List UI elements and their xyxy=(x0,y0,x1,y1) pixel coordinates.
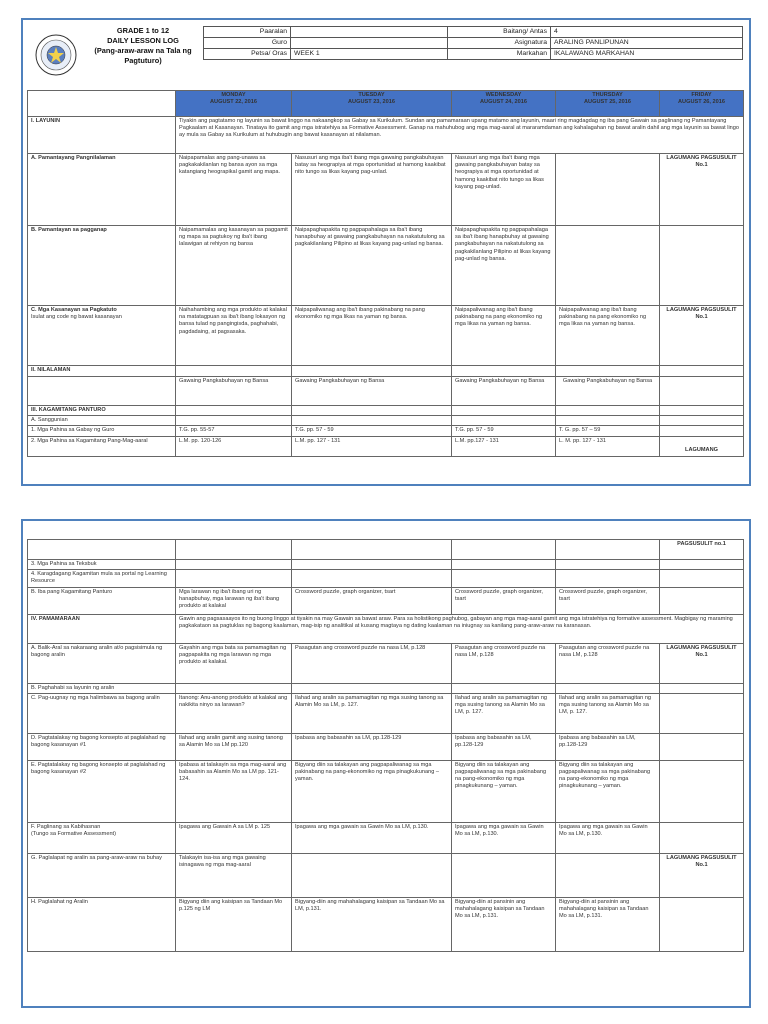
day-header: WEDNESDAY AUGUST 24, 2016 xyxy=(452,91,556,117)
cell-fri: LAGUMANG PAGSUSULIT No.1 xyxy=(660,853,744,897)
day-header: FRIDAY AUGUST 26, 2016 xyxy=(660,91,744,117)
row-label: C. Pag-uugnay ng mga halimbawa sa bagong aralin xyxy=(28,693,176,733)
cell-fri: LAGUMANG xyxy=(660,436,744,456)
log-title-block xyxy=(83,26,203,66)
lesson-table-1 xyxy=(27,90,744,457)
cell-tue: Ipagawa ang mga gawain sa Gawin Mo sa LM, p.130. xyxy=(292,822,452,853)
row-label: B. Paghahabi sa layunin ng aralin xyxy=(28,683,176,693)
cell-fri xyxy=(660,226,744,306)
row-label: C. Mga Kasanayan sa Pagkatuto Isulat ang code ng bawat kasanayan xyxy=(28,306,176,366)
cell-wed: Naipapaghapakita ng pagpapahalaga sa iba't ibang hanapbuhay at gawaing pangkabuhayan na nakatutulong sa pagkakilanlang Pilipino at likas kayang pag-unlad ng bansa. xyxy=(452,226,556,306)
cell-tue xyxy=(292,853,452,897)
cell-wed: Bigyang diin sa talakayan ang pagpapaliwanag sa mga pakinabang na pang-ekonomiko ng mga pinagkukunang – yaman. xyxy=(452,760,556,822)
paaralan-value[interactable] xyxy=(291,27,448,38)
row-label: E. Pagtatalakay ng bagong konsepto at paglalahad ng bagong kasanayan #2 xyxy=(28,760,176,822)
log-subtitle: (Pang-araw-araw na Tala ng Pagtuturo) xyxy=(94,46,192,65)
cell-tue: Ilahad ang aralin sa pamamagitan ng mga susing tanong sa Alamin Mo sa LM, p. 127. xyxy=(292,693,452,733)
petsa-label: Petsa/ Oras xyxy=(204,49,291,60)
cell-wed: Ilahad ang aralin sa pamamagitan ng mga susing tanong sa Alamin Mo sa LM, p. 127. xyxy=(452,693,556,733)
cell-thu: Naipapaliwanag ang iba't ibang pakinabang na pang ekonomiko ng mga likas na yaman ng bansa. xyxy=(556,306,660,366)
cell-wed: Naipapaliwanag ang iba't ibang pakinabang na pang ekonomiko ng mga likas na yaman ng bansa. xyxy=(452,306,556,366)
cell-wed: T.G. pp. 57 - 59 xyxy=(452,426,556,436)
deped-seal-icon xyxy=(35,34,77,76)
markahan-value[interactable]: IKALAWANG MARKAHAN xyxy=(551,49,743,60)
asignatura-label: Asignatura xyxy=(448,38,551,49)
row-label: 4. Karagdagang Kagamitan mula sa portal ng Learning Resource xyxy=(28,570,176,587)
layunin-text: Tiyakin ang pagtatamo ng layunin sa bawat linggo na nakaangkop sa Gabay sa Kurikulum. Sundan ang pamamaraan upang matamo ang layunin, maari ring magdagdag ng iba pang Gawain sa paglinang ng Pamantayang Pagkaalam at Kasanayan. Tinataya ito gamit ang mga istratehiya sa Formative Assessment. Ganap na mahuhubog ang mga mag-aaral at mararamdaman ang kahalagahan ng bawat aralin dahil ang mga layunin sa bawat lingo ay mula sa Gabay sa Kurikulum at huhubugin ang bawat kasanayan at nilalaman. xyxy=(176,117,744,154)
guro-label: Guro xyxy=(204,38,291,49)
row-label: G. Paglalapat ng aralin sa pang-araw-araw na buhay xyxy=(28,853,176,897)
log-title: DAILY LESSON LOG xyxy=(107,36,179,45)
cell-wed: Bigyang-diin at pansinin ang mahahalagang kaisipan sa Tandaan Mo sa LM, p.131. xyxy=(452,897,556,951)
cell-tue: Naipapaghapakita ng pagpapahalaga sa iba't ibang hanapbuhay at gawaing pangkabuhayan na nakatutulong sa pagkakilanlang Pilipino at likas kayang pag-unlad ng bansa. xyxy=(292,226,452,306)
cell-tue: L.M. pp. 127 - 131 xyxy=(292,436,452,456)
cell-mon: Naipamamalas ang kasanayan sa paggamit ng mapa sa pagtukoy ng iba't ibang lalawigan at rehiyon ng bansa xyxy=(176,226,292,306)
cell-tue: Pasagutan ang crossword puzzle na nasa LM, p.128 xyxy=(292,643,452,683)
cell-fri xyxy=(660,733,744,760)
cell-thu xyxy=(556,226,660,306)
lesson-table-2 xyxy=(27,539,744,952)
cell-wed: Crossword puzzle, graph organizer, tsart xyxy=(452,587,556,614)
cell-mon: Ipabasa at talakayin sa mga mag-aaral ang babasahin sa Alamin Mo sa LM pp. 121-124. xyxy=(176,760,292,822)
row-label: A. Balik-Aral sa nakaraang aralin at/o pagsisimula ng bagong aralin xyxy=(28,643,176,683)
cell-thu: Bigyang-diin at pansinin ang mahahalagang kaisipan sa Tandaan Mo sa LM, p.131. xyxy=(556,897,660,951)
cell-wed xyxy=(452,853,556,897)
grade-range: GRADE 1 to 12 xyxy=(116,26,170,35)
cell-mon: Gayahin ang mga bata sa pamamagitan ng pagpapakita ng mga larawan ng mga produkto at kalakal. xyxy=(176,643,292,683)
cell-mon: T.G. pp. 55-57 xyxy=(176,426,292,436)
cell-wed: Pasagutan ang crossword puzzle na nasa LM, p.128 xyxy=(452,643,556,683)
cell-tue: Nasusuri ang mga iba't ibang mga gawaing pangkabuhayan batay sa heograpiya at mga oportunidad at hamong kaakibat nito tungo sa likas kayang pag-unlad. xyxy=(292,154,452,226)
markahan-label: Markahan xyxy=(448,49,551,60)
cell-thu xyxy=(556,853,660,897)
cell-fri: LAGUMANG PAGSUSULIT No.1 xyxy=(660,306,744,366)
pamamaraan-label: IV. PAMAMARAAN xyxy=(28,614,176,643)
cell-fri: LAGUMANG PAGSUSULIT No.1 xyxy=(660,154,744,226)
cell-thu: Pasagutan ang crossword puzzle na nasa LM, p.128 xyxy=(556,643,660,683)
cell-fri xyxy=(660,760,744,822)
cell-fri xyxy=(660,377,744,406)
cell-thu: Gawaing Pangkabuhayan ng Bansa xyxy=(556,377,660,406)
cell-mon: Talakayin isa-isa ang mga gawaing isinagawa ng mga mag-aaral xyxy=(176,853,292,897)
asignatura-value[interactable]: ARALING PANLIPUNAN xyxy=(551,38,743,49)
day-header: MONDAY AUGUST 22, 2016 xyxy=(176,91,292,117)
cell-wed: Nasusuri ang mga iba't ibang mga gawaing pangkabuhayan batay sa heograpiya at mga oportunidad at hamong kaakibat nito tungo sa likas kayang pag-unlad. xyxy=(452,154,556,226)
cell-mon: Mga larawan ng iba't ibang uri ng hanapbuhay, mga larawan ng iba't ibang produkto at kalakal xyxy=(176,587,292,614)
cell-fri xyxy=(660,587,744,614)
cell-thu: Bigyang diin sa talakayan ang pagpapaliwanag sa mga pakinabang na pang-ekonomiko ng mga pinagkukunang – yaman. xyxy=(556,760,660,822)
cell-tue: T.G. pp. 57 - 59 xyxy=(292,426,452,436)
cell-mon: Naihahambing ang mga produkto at kalakal na matatagpuan sa iba't ibang lokasyon ng bansa tulad ng pangingisda, paghahabi, pagdadaing, at pagsasaka. xyxy=(176,306,292,366)
cell-mon: Itanong: Anu-anong produkto at kalakal ang nakikita ninyo sa larawan? xyxy=(176,693,292,733)
guro-value[interactable] xyxy=(291,38,448,49)
row-label: F. Paglinang sa Kabihasnan (Tungo sa Formative Assessment) xyxy=(28,822,176,853)
cell-wed: L.M. pp.127 - 131 xyxy=(452,436,556,456)
row-label: H. Paglalahat ng Aralin xyxy=(28,897,176,951)
layunin-label: I. LAYUNIN xyxy=(28,117,176,154)
cell-mon: Bigyang diin ang kaisipan sa Tandaan Mo p.125 ng LM xyxy=(176,897,292,951)
log-header xyxy=(27,22,743,84)
cell-mon: Ipagawa ang Gawain A sa LM p. 125 xyxy=(176,822,292,853)
cell-tue: Naipapaliwanag ang iba't ibang pakinabang na pang ekonomiko ng mga likas na yaman ng bansa. xyxy=(292,306,452,366)
cell-fri xyxy=(660,822,744,853)
cell-wed: Ipagawa ang mga gawain sa Gawin Mo sa LM, p.130. xyxy=(452,822,556,853)
petsa-value[interactable]: WEEK 1 xyxy=(291,49,448,60)
cell-wed: Gawaing Pangkabuhayan ng Bansa xyxy=(452,377,556,406)
nilalaman-label: II. NILALAMAN xyxy=(28,366,176,377)
cell-tue: Bigyang diin sa talakayan ang pagpapaliwanag sa mga pakinabang na pang-ekonomiko ng mga pinagkukunang – yaman. xyxy=(292,760,452,822)
row-label: 2. Mga Pahina sa Kagamitang Pang-Mag-aaral xyxy=(28,436,176,456)
cell-mon: Ilahad ang aralin gamit ang susing tanong sa Alamin Mo sa LM pp.120 xyxy=(176,733,292,760)
lesson-log-page-2 xyxy=(21,519,751,1008)
paaralan-label: Paaralan xyxy=(204,27,291,38)
cell-fri: LAGUMANG PAGSUSULIT No.1 xyxy=(660,643,744,683)
cell-thu: Ipagawa ang mga gawain sa Gawin Mo sa LM, p.130. xyxy=(556,822,660,853)
cell-thu: L. M. pp. 127 - 131 xyxy=(556,436,660,456)
cell-fri xyxy=(660,426,744,436)
baitang-value[interactable]: 4 xyxy=(551,27,743,38)
cell-thu xyxy=(556,154,660,226)
corner-cell xyxy=(28,91,176,117)
cell-thu: Crossword puzzle, graph organizer, tsart xyxy=(556,587,660,614)
row-label: 1. Mga Pahina sa Gabay ng Guro xyxy=(28,426,176,436)
row-label: B. Pamantayan sa pagganap xyxy=(28,226,176,306)
day-header: THURSDAY AUGUST 25, 2016 xyxy=(556,91,660,117)
kagamitan-label: III. KAGAMITANG PANTURO xyxy=(28,406,176,416)
cell-fri: PAGSUSULIT no.1 xyxy=(660,540,744,560)
cell-mon: Gawaing Pangkabuhayan ng Bansa xyxy=(176,377,292,406)
cell-thu: Ipabasa ang babasahin sa LM, pp.128-129 xyxy=(556,733,660,760)
day-header: TUESDAY AUGUST 23, 2016 xyxy=(292,91,452,117)
sanggunian-label: A. Sanggunian xyxy=(28,416,176,426)
row-label: 3. Mga Pahina sa Teksbuk xyxy=(28,560,176,570)
cell-wed: Ipabasa ang babasahin sa LM, pp.128-129 xyxy=(452,733,556,760)
cell-fri xyxy=(660,897,744,951)
cell-tue: Gawaing Pangkabuhayan ng Bansa xyxy=(292,377,452,406)
pamamaraan-text: Gawin ang pagsasaayos ito ng buong linggo at tiyakin na may Gawain sa bawat araw. Para sa holistikong paghubog, gabayan ang mga mag-aaral gamit ang mga istratehiya ng formative assessment. Magbigay ng maraming pagkakataon sa pagtuklas ng bagong kaalaman, mag-isip ng analitikal at kusang magtaya ng dating kaalaman na iniugnay sa kanilang pang-araw-araw na karanasan. xyxy=(176,614,744,643)
baitang-label: Baitang/ Antas xyxy=(448,27,551,38)
row-label: D. Pagtatalakay ng bagong konsepto at paglalahad ng bagong kasanayan #1 xyxy=(28,733,176,760)
cell-mon: Naipapamalas ang pang-unawa sa pagkakakilanlan ng bansa ayon sa mga katangiang heograpikal gamit ang mapa. xyxy=(176,154,292,226)
cell-thu: T. G. pp. 57 – 59 xyxy=(556,426,660,436)
cell-fri xyxy=(660,693,744,733)
cell-mon: L.M. pp. 120-126 xyxy=(176,436,292,456)
lesson-log-page-1 xyxy=(21,18,751,486)
row-label: B. Iba pang Kagamitang Panturo xyxy=(28,587,176,614)
cell-thu: Ilahad ang aralin sa pamamagitan ng mga susing tanong sa Alamin Mo sa LM, p. 127. xyxy=(556,693,660,733)
cell-tue: Ipabasa ang babasahin sa LM, pp.128-129 xyxy=(292,733,452,760)
cell-tue: Bigyang-diin ang mahahalagang kaisipan sa Tandaan Mo sa LM, p.131. xyxy=(292,897,452,951)
cell-tue: Crossword puzzle, graph organizer, tsart xyxy=(292,587,452,614)
row-label: A. Pamantayang Pangnilalaman xyxy=(28,154,176,226)
header-info-grid xyxy=(203,26,743,60)
